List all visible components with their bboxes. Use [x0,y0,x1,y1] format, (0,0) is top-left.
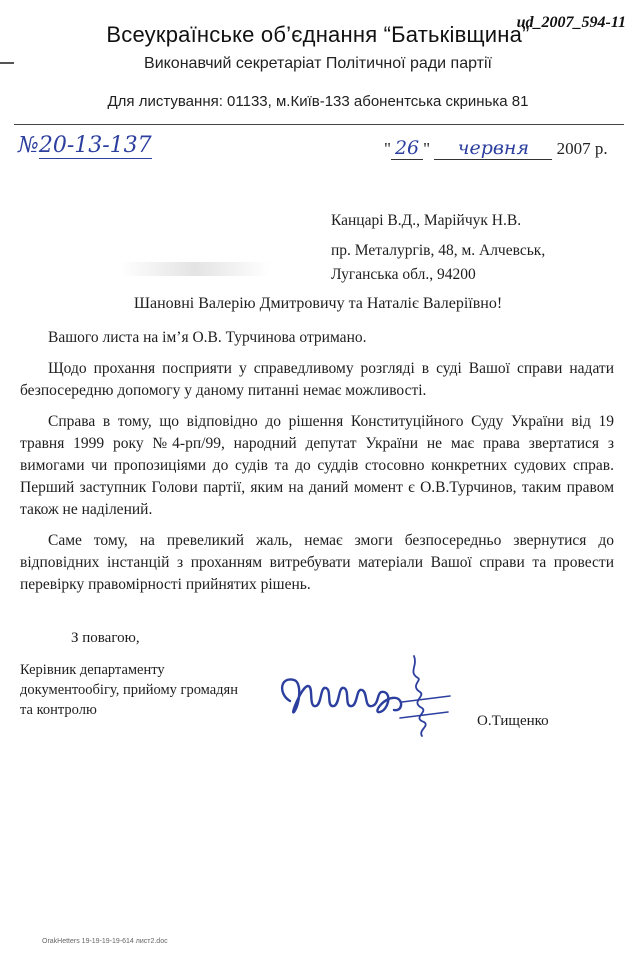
date-month: червня [434,137,552,160]
recipient-street: пр. Металургів, 48, м. Алчевськ, [331,242,546,259]
body-paragraph-4: Саме тому, на превеликий жаль, немає змоги безпосередньо звернутися до відповідних інстанцій з проханням витребувати матеріали Вашої справи та провести перевірку правомірності прийнятих рішень. [20,532,614,593]
recipient-names: Канцарі В.Д., Марійчук Н.В. [331,212,522,229]
recipient-region: Луганська обл., 94200 [331,266,476,283]
letter-date: " 26 " червня 2007 р. [384,137,608,159]
body-paragraph-3: Справа в тому, що відповідно до рішення Конституційного Суду України від 19 травня 1999 року №4-рп/99, народний депутат України не має права звертатися з вимогами чи пропозиціями до судів та до суддів стосовно конкретних судових справ. Перший заступник Голови партії, яким на даний момент є О.В.Турчинов, таким правом також не наділений. [20,413,614,518]
organization-subtitle: Виконавчий секретаріат Політичної ради партії [144,55,492,72]
date-year: 2007 р. [556,139,608,158]
closing-phrase: З повагою, [71,630,140,646]
organization-title: Всеукраїнське об’єднання “Батьківщина” [106,22,530,47]
body-paragraph-1: Вашого листа на ім’я О.В. Турчинова отримано. [48,329,367,346]
scan-smudge [120,262,270,276]
signer-position-line-3: та контролю [20,702,97,718]
handwritten-signature [272,646,472,741]
document-reference-code: ud_2007_594-11 [516,14,626,31]
salutation: Шановні Валерію Дмитровичу та Наталіє Валеріївно! [133,295,503,312]
letter-body [20,327,614,605]
signer-position [20,660,238,720]
registration-number [18,133,152,159]
handwritten-number: 20-13-137 [38,133,152,158]
recipient-block [331,209,545,287]
number-prefix: № [18,133,39,158]
file-footer: OrakHetters 19-19-19-19-614 лист2.doc [42,938,168,945]
signer-name: О.Тищенко [477,713,549,729]
signer-position-line-2: документообігу, прийому громадян [20,682,238,698]
date-day: 26 [391,137,423,160]
header-divider [14,124,624,125]
body-paragraph-2: Щодо прохання посприяти у справедливому розгляді в суді Вашої справи надати безпосередню допомогу у даному питанні немає можливості. [20,360,614,399]
organization-address: Для листування: 01133, м.Київ-133 абонентська скринька 81 [107,93,529,110]
signer-position-line-1: Керівник департаменту [20,662,165,678]
